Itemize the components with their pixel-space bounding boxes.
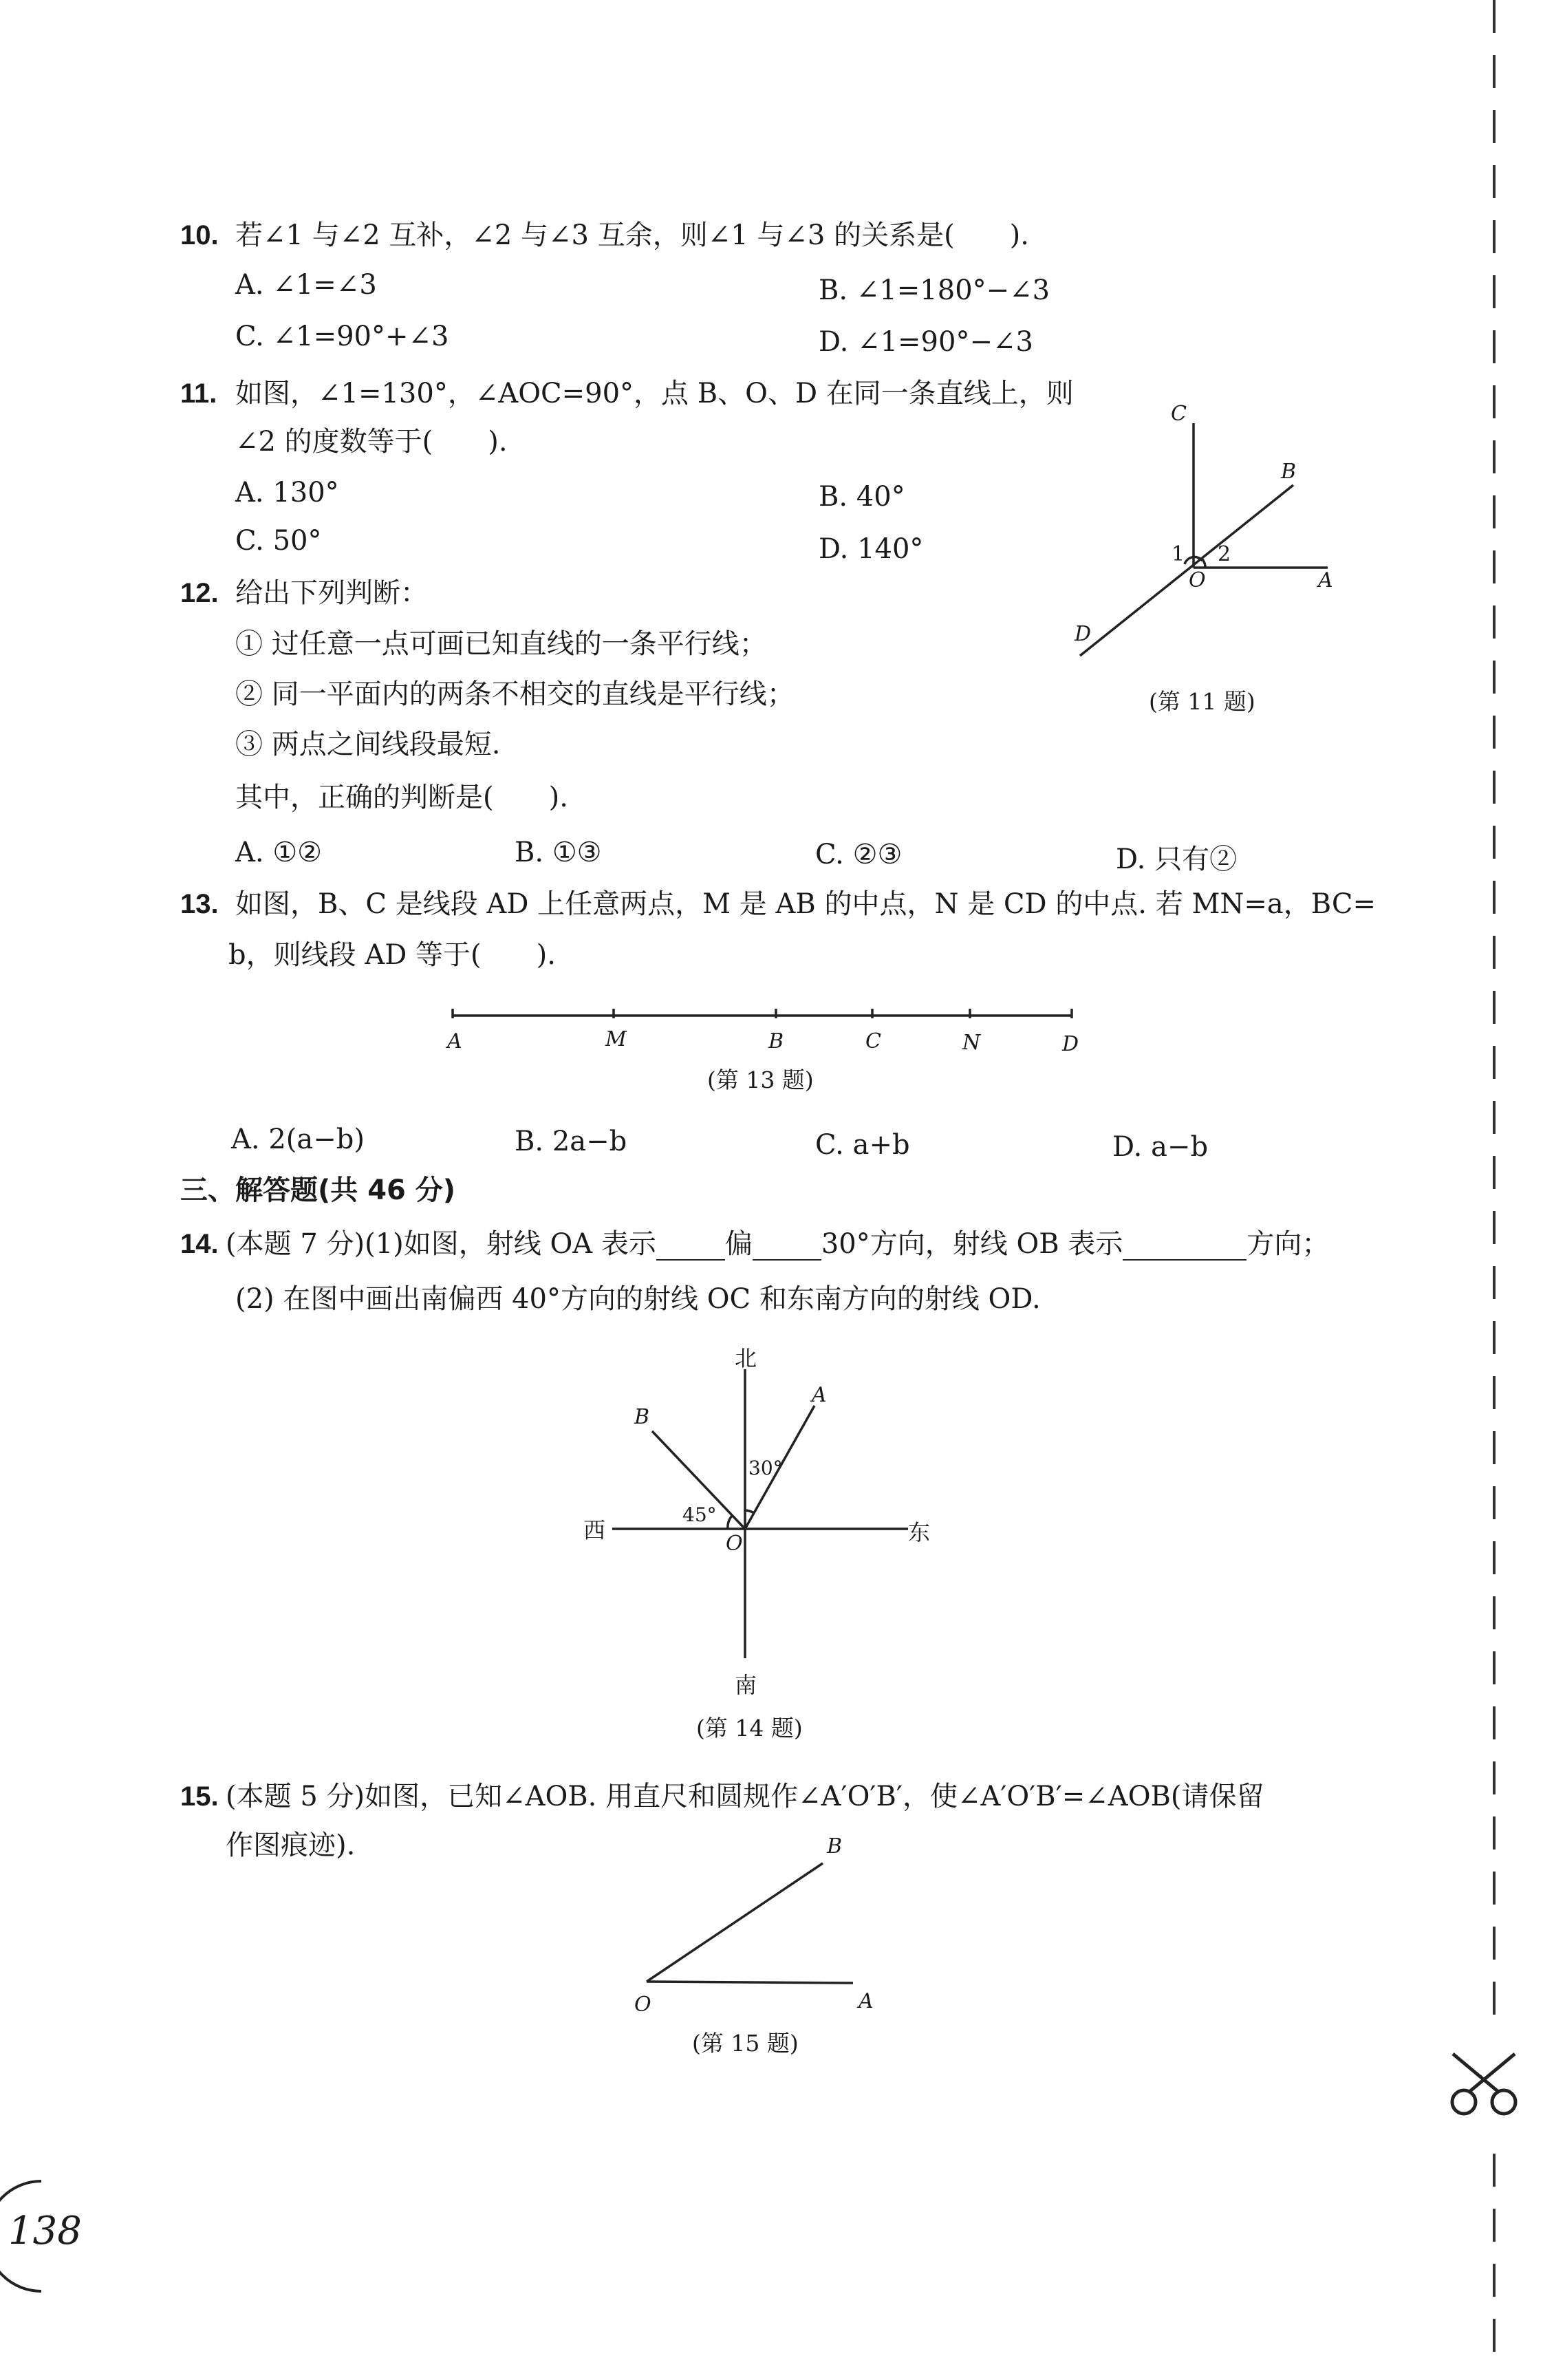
option-c: C. ∠1=90°+∠3: [235, 321, 449, 352]
direction-west: 西: [583, 1517, 606, 1543]
label-b: B: [827, 1834, 843, 1858]
part-1-text-d: 方向；: [1246, 1228, 1330, 1260]
question-number: 10.: [180, 220, 219, 250]
figure-caption: (第 13 题): [707, 1066, 814, 1093]
label-m: M: [605, 1027, 627, 1051]
option-d: D. 只有②: [1116, 844, 1238, 875]
option-d: D. 140°: [819, 533, 924, 565]
label-a: A: [447, 1029, 462, 1053]
figure-caption: (第 11 题): [1149, 688, 1255, 715]
question-number: 11.: [180, 378, 217, 409]
label-b: B: [1281, 460, 1297, 484]
option-b: B. 40°: [819, 481, 905, 513]
question-number: 14.: [180, 1229, 219, 1259]
label-a: A: [859, 1989, 874, 2013]
option-b: B. ①③: [515, 837, 602, 868]
label-c: C: [1171, 402, 1187, 426]
angle-2-label: 2: [1218, 542, 1231, 566]
question-stem: 给出下列判断：: [235, 577, 428, 609]
label-n: N: [962, 1031, 981, 1055]
option-d: D. ∠1=90°−∠3: [819, 326, 1033, 358]
option-c: C. 50°: [235, 525, 322, 557]
question-stem-line1: (本题 5 分)如图，已知∠AOB. 用直尺和圆规作∠A′O′B′，使∠A′O′B′=∠AOB(请保留: [226, 1781, 1264, 1812]
part-1-text-c: 30°方向，射线 OB 表示: [821, 1228, 1123, 1260]
figure-caption: (第 14 题): [696, 1715, 803, 1741]
label-b: B: [634, 1405, 650, 1429]
page-number: 138: [8, 2209, 82, 2253]
option-a: A. ①②: [235, 837, 323, 868]
option-a: A. 130°: [235, 477, 339, 508]
option-b: B. 2a−b: [515, 1126, 627, 1157]
figure-caption: (第 15 题): [692, 2030, 799, 2057]
option-c: C. ②③: [815, 839, 903, 870]
question-stem-line2: b，则线段 AD 等于( ).: [228, 939, 556, 971]
direction-east: 东: [908, 1519, 931, 1545]
label-a: A: [812, 1383, 827, 1407]
option-a: A. ∠1=∠3: [235, 269, 377, 301]
question-number: 15.: [180, 1781, 219, 1812]
question-stem: 若∠1 与∠2 互补，∠2 与∠3 互余，则∠1 与∠3 的关系是( ).: [235, 219, 1030, 251]
label-b: B: [768, 1029, 784, 1053]
label-a: A: [1318, 568, 1333, 592]
question-part-2: (2) 在图中画出南偏西 40°方向的射线 OC 和东南方向的射线 OD.: [235, 1283, 1041, 1315]
option-a: A. 2(a−b): [231, 1124, 365, 1155]
statement-2: ② 同一平面内的两条不相交的直线是平行线；: [235, 678, 795, 710]
answer-blank-2[interactable]: [753, 1233, 821, 1261]
answer-blank-1[interactable]: [656, 1233, 725, 1261]
question-stem-line1: 如图，∠1=130°，∠AOC=90°，点 B、O、D 在同一条直线上，则: [235, 378, 1074, 409]
question-number: 12.: [180, 578, 219, 608]
option-b: B. ∠1=180°−∠3: [819, 275, 1050, 306]
part-1-text-b: 偏: [724, 1228, 753, 1260]
label-d: D: [1075, 622, 1092, 646]
label-o: O: [726, 1532, 743, 1556]
question-number: 13.: [180, 889, 219, 919]
angle-45-label: 45°: [682, 1503, 717, 1526]
option-d: D. a−b: [1112, 1131, 1209, 1163]
answer-blank-3[interactable]: [1123, 1233, 1246, 1261]
question-part-1: [226, 1227, 1329, 1261]
label-o: O: [1189, 568, 1206, 592]
question-stem-line2: ∠2 的度数等于( ).: [235, 426, 508, 458]
label-d: D: [1062, 1032, 1079, 1056]
angle-1-label: 1: [1172, 542, 1185, 566]
label-o: O: [634, 1993, 651, 2017]
question-ask: 其中，正确的判断是( ).: [235, 782, 568, 813]
direction-south: 南: [735, 1672, 757, 1698]
question-stem-line1: 如图，B、C 是线段 AD 上任意两点，M 是 AB 的中点，N 是 CD 的中点. 若 MN=a，BC=: [235, 888, 1377, 920]
question-stem-line2: 作图痕迹).: [226, 1830, 356, 1861]
section-heading: 三、解答题(共 46 分): [180, 1175, 456, 1206]
statement-3: ③ 两点之间线段最短.: [235, 729, 501, 760]
statement-1: ① 过任意一点可画已知直线的一条平行线；: [235, 628, 767, 660]
label-c: C: [865, 1029, 881, 1053]
direction-north: 北: [735, 1345, 757, 1371]
option-c: C. a+b: [815, 1129, 910, 1161]
angle-30-label: 30°: [748, 1457, 783, 1479]
part-1-text-a: (本题 7 分)(1)如图，射线 OA 表示: [226, 1228, 656, 1260]
